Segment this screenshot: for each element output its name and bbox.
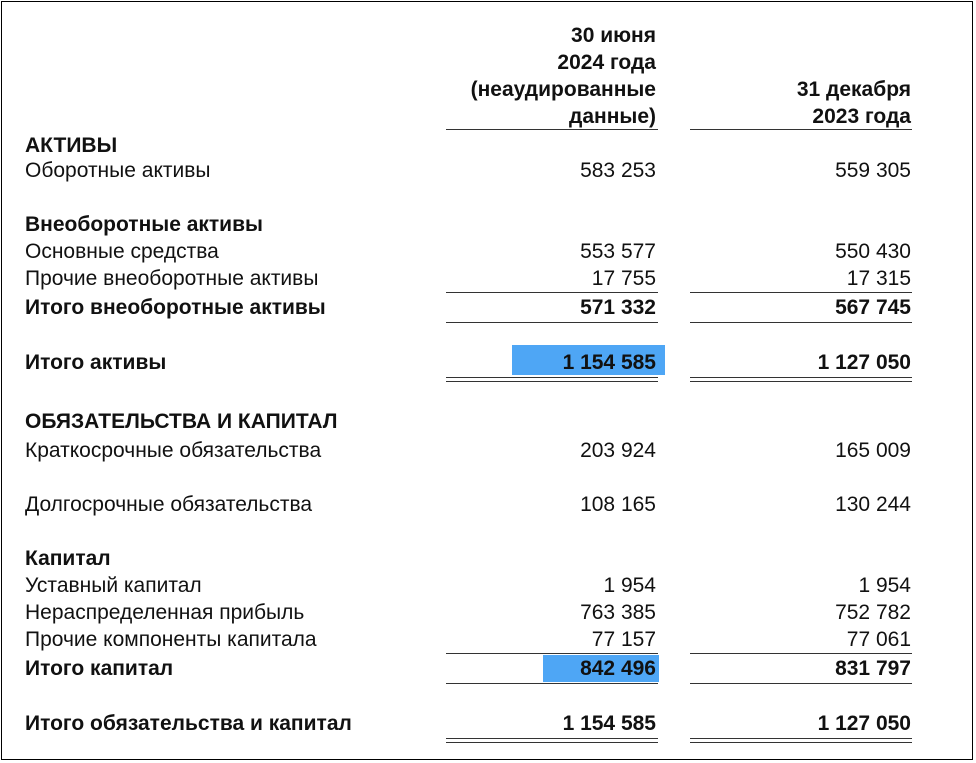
row-value-2023: 559 305 [835,159,911,182]
row-value-2023: 130 244 [835,493,911,516]
subtotal-rule [690,683,912,684]
header-rule [446,129,658,130]
col1-header-line4: данные) [569,105,656,128]
section-title: ОБЯЗАТЕЛЬСТВА И КАПИТАЛ [25,410,338,433]
row-value-2023: 17 315 [846,267,911,290]
row-value-2024: 842 496 [580,657,656,680]
double-rule [446,742,658,743]
row-value-2024: 203 924 [580,439,656,462]
section-title: АКТИВЫ [25,134,118,157]
header-rule [690,129,912,130]
col2-header-line2: 2023 года [812,105,911,128]
col1-header-line2: 2024 года [557,51,656,74]
subtotal-rule [690,292,912,293]
row-label-total: Итого обязательства и капитал [25,712,352,735]
subtotal-rule [690,653,912,654]
row-value-2024: 1 954 [603,574,656,597]
subsection-title: Внеоборотные активы [25,213,263,236]
row-value-2024: 1 154 585 [562,712,656,735]
double-rule [446,738,658,739]
row-value-2023: 550 430 [835,240,911,263]
row-value-2023: 1 127 050 [817,351,911,374]
subtotal-rule [446,653,658,654]
row-label: Уставный капитал [25,574,202,597]
row-label: Оборотные активы [25,159,211,182]
row-value-2023: 752 782 [835,601,911,624]
row-label: Прочие компоненты капитала [25,628,317,651]
row-value-2024: 108 165 [580,493,656,516]
row-value-2023: 831 797 [835,657,911,680]
row-value-2024: 1 154 585 [562,351,656,374]
subtotal-rule [446,322,658,323]
double-rule [446,377,658,378]
row-label: Краткосрочные обязательства [25,439,322,462]
double-rule [690,381,912,382]
row-value-2024: 571 332 [580,296,656,319]
row-label: Нераспределенная прибыль [25,601,305,624]
row-value-2024: 17 755 [591,267,656,290]
row-value-2024: 77 157 [591,628,656,651]
row-value-2023: 1 127 050 [817,712,911,735]
col1-header-line1: 30 июня [571,24,656,47]
row-label: Основные средства [25,240,219,263]
double-rule [690,738,912,739]
row-label-total: Итого внеоборотные активы [25,296,326,319]
row-value-2024: 553 577 [580,240,656,263]
row-value-2024: 583 253 [580,159,656,182]
subtotal-rule [446,292,658,293]
row-value-2023: 1 954 [858,574,911,597]
col1-header-line3: (неаудированные [470,78,656,101]
subtotal-rule [690,322,912,323]
row-label-total: Итого активы [25,351,167,374]
row-label: Прочие внеоборотные активы [25,267,319,290]
row-label: Долгосрочные обязательства [25,493,313,516]
row-value-2023: 567 745 [835,296,911,319]
row-label-total: Итого капитал [25,657,174,680]
col2-header-line1: 31 декабря [796,78,911,101]
subsection-title: Капитал [25,547,111,570]
double-rule [690,742,912,743]
double-rule [690,377,912,378]
double-rule [446,381,658,382]
row-value-2023: 77 061 [846,628,911,651]
subtotal-rule [446,683,658,684]
row-value-2024: 763 385 [580,601,656,624]
row-value-2023: 165 009 [835,439,911,462]
